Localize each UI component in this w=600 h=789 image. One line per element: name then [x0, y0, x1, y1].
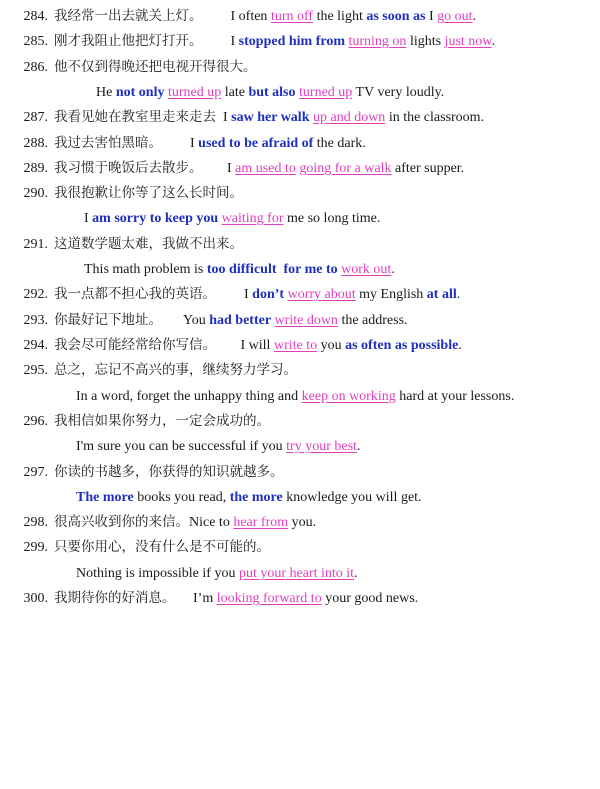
chinese-sentence: 总之，忘记不高兴的事，继续努力学习。 — [54, 362, 297, 378]
sentence-line — [0, 409, 600, 434]
key-phrase: the more — [229, 490, 283, 505]
key-phrase: stopped him from — [238, 34, 345, 49]
sentence-line — [0, 156, 600, 181]
chinese-sentence: 我习惯于晚饭后去散步。 — [54, 160, 203, 176]
english-text: . — [356, 439, 361, 454]
key-phrase: The more — [76, 490, 134, 505]
english-text: TV very loudly. — [352, 85, 445, 100]
chinese-sentence: 刚才我阻止他把灯打开。 — [54, 33, 203, 49]
chinese-sentence: 我期待你的好消息。 — [54, 590, 176, 606]
english-text: I — [162, 136, 199, 151]
sentence-line — [0, 232, 600, 257]
translation-line — [0, 206, 600, 231]
english-text: I — [202, 34, 239, 49]
english-text: your good news. — [321, 591, 419, 606]
english-text: Nothing is impossible if you — [76, 566, 239, 581]
chinese-sentence: 我看见她在教室里走来走去 — [54, 109, 216, 125]
item-number: 296. — [23, 414, 48, 429]
item-number: 298. — [23, 515, 48, 530]
chinese-sentence: 我相信如果你努力，一定会成功的。 — [54, 413, 270, 429]
item-number: 293. — [23, 313, 48, 328]
highlighted-phrase: write to — [273, 338, 318, 353]
english-text: knowledge you will get. — [282, 490, 422, 505]
chinese-sentence: 我经常一出去就关上灯。 — [54, 8, 203, 24]
key-phrase: had better — [209, 313, 272, 328]
translation-line — [0, 434, 600, 459]
item-number: 292. — [23, 287, 48, 302]
item-number: 285. — [23, 34, 48, 49]
translation-line — [0, 561, 600, 586]
translation-line — [0, 384, 600, 409]
english-text: the light — [313, 9, 367, 24]
key-phrase: as often as possible — [345, 338, 459, 353]
key-phrase: used to be afraid of — [198, 136, 314, 151]
sentence-line — [0, 131, 600, 156]
highlighted-phrase: going for a walk — [299, 161, 392, 176]
item-number: 295. — [23, 363, 48, 378]
item-number: 294. — [23, 338, 48, 353]
english-text: I — [425, 9, 438, 24]
highlighted-phrase: turned up — [299, 85, 353, 100]
highlighted-phrase: waiting for — [221, 211, 284, 226]
sentence-line — [0, 282, 600, 307]
chinese-sentence: 他不仅到得晚还把电视开得很大。 — [54, 59, 257, 75]
item-number: 291. — [23, 237, 48, 252]
english-text: You — [162, 313, 210, 328]
highlighted-phrase: put your heart into it — [238, 566, 355, 581]
highlighted-phrase: up and down — [312, 110, 386, 125]
sentence-line — [0, 308, 600, 333]
item-number: 287. — [23, 110, 48, 125]
item-number: 286. — [23, 60, 48, 75]
highlighted-phrase: keep on working — [301, 389, 396, 404]
highlighted-phrase: turning on — [348, 34, 407, 49]
key-phrase: not only — [115, 85, 165, 100]
english-text: after supper. — [391, 161, 465, 176]
english-text: you. — [288, 515, 317, 530]
chinese-sentence: 这道数学题太难，我做不出来。 — [54, 236, 243, 252]
english-text: me so long time. — [283, 211, 381, 226]
key-phrase: don’t — [252, 287, 285, 302]
english-text: I — [84, 211, 93, 226]
highlighted-phrase: worry about — [287, 287, 356, 302]
english-text: . — [354, 566, 358, 581]
highlighted-phrase: turned up — [167, 85, 222, 100]
english-text: I’m — [175, 591, 217, 606]
item-number: 290. — [23, 186, 48, 201]
chinese-sentence: 你读的书越多，你获得的知识就越多。 — [54, 464, 284, 480]
english-text: books you read, — [133, 490, 230, 505]
chinese-sentence: 我过去害怕黑暗。 — [54, 135, 162, 151]
english-text: I often — [202, 9, 271, 24]
english-text: my English — [355, 287, 427, 302]
chinese-sentence: 只要你用心，没有什么是不可能的。 — [54, 539, 270, 555]
sentence-line — [0, 105, 600, 130]
item-number: 288. — [23, 136, 48, 151]
english-text: I — [202, 161, 236, 176]
english-text: This math problem is — [84, 262, 207, 277]
highlighted-phrase: turn off — [270, 9, 314, 24]
chinese-sentence: 我会尽可能经常给你写信。 — [54, 337, 216, 353]
key-phrase: saw her walk — [231, 110, 310, 125]
item-number: 300. — [23, 591, 48, 606]
english-text: the address. — [337, 313, 408, 328]
item-number: 299. — [23, 540, 48, 555]
translation-line — [0, 80, 600, 105]
sentence-line — [0, 333, 600, 358]
chinese-sentence: 你最好记下地址。 — [54, 312, 162, 328]
sentence-line — [0, 181, 600, 206]
highlighted-phrase: try your best — [286, 439, 357, 454]
key-phrase: but also — [248, 85, 296, 100]
highlighted-phrase: am used to — [235, 161, 296, 176]
chinese-sentence: 很高兴收到你的来信。 — [54, 514, 189, 530]
item-number: 284. — [23, 9, 48, 24]
highlighted-phrase: looking forward to — [216, 591, 322, 606]
english-text: He — [96, 85, 116, 100]
sentence-line — [0, 29, 600, 54]
english-text: lights — [406, 34, 445, 49]
english-text: I — [216, 287, 253, 302]
english-text: hard at your lessons. — [395, 389, 515, 404]
chinese-sentence: 我一点都不担心我的英语。 — [54, 286, 216, 302]
key-phrase: too difficult for me to — [206, 262, 338, 277]
sentence-line — [0, 535, 600, 560]
key-phrase: as soon as — [366, 9, 426, 24]
item-number: 289. — [23, 161, 48, 176]
english-text: in the classroom. — [385, 110, 485, 125]
highlighted-phrase: write down — [274, 313, 338, 328]
english-text: I'm sure you can be successful if you — [76, 439, 287, 454]
english-text: . — [456, 287, 461, 302]
english-text: the dark. — [313, 136, 366, 151]
english-text: late — [221, 85, 249, 100]
english-text: . — [491, 34, 495, 49]
item-number: 297. — [23, 465, 48, 480]
english-text: I will — [216, 338, 274, 353]
chinese-sentence: 我很抱歉让你等了这么长时间。 — [54, 185, 243, 201]
translation-line — [0, 257, 600, 282]
highlighted-phrase: just now — [444, 34, 492, 49]
english-text: Nice to — [189, 515, 234, 530]
highlighted-phrase: hear from — [233, 515, 289, 530]
english-text: . — [458, 338, 462, 353]
sentence-line — [0, 55, 600, 80]
sentence-line — [0, 460, 600, 485]
key-phrase: at all — [426, 287, 457, 302]
english-text: In a word, forget the unhappy thing and — [76, 389, 302, 404]
sentence-line — [0, 586, 600, 611]
sentence-line — [0, 510, 600, 535]
highlighted-phrase: work out — [341, 262, 392, 277]
english-text: I — [216, 110, 232, 125]
sentence-line — [0, 358, 600, 383]
highlighted-phrase: go out — [437, 9, 473, 24]
english-text: you — [317, 338, 346, 353]
sentence-line — [0, 4, 600, 29]
english-text: . — [391, 262, 395, 277]
key-phrase: am sorry to keep you — [92, 211, 219, 226]
translation-line — [0, 485, 600, 510]
english-text: . — [472, 9, 477, 24]
